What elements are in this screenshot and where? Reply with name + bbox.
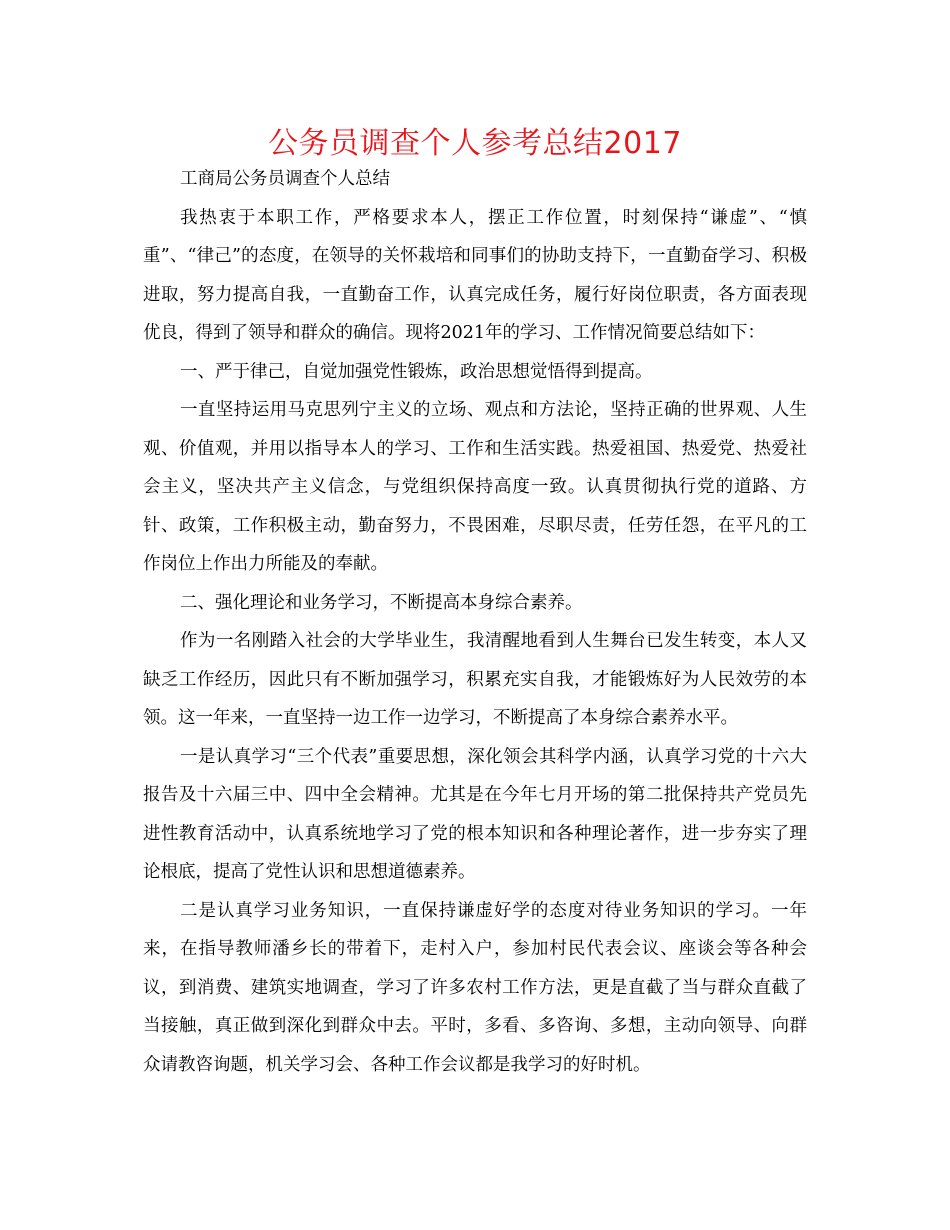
section-heading-1: 一、严于律己，自觉加强党性锻炼，政治思想觉悟得到提高。 xyxy=(180,361,653,382)
document-title: 公务员调查个人参考总结2017 xyxy=(268,126,682,161)
paragraph-subtitle: 工商局公务员调查个人总结 xyxy=(180,169,390,189)
paragraph-intro: 我热衷于本职工作，严格要求本人，摆正工作位置，时刻保持“谦虚”、“慎重”、“律己”的态度，在领导的关怀栽培和同事们的协助支持下，一直勤奋学习、积极进取，努力提高自我，一直勤奋工作，认真完成任务，履行好岗位职责，各方面表现优良，得到了领导和群众的确信。现将2021年的学习、工作情况简要总结如下： xyxy=(143,207,807,343)
paragraph-political: 一直坚持运用马克思列宁主义的立场、观点和方法论，坚持正确的世界观、人生观、价值观，并用以指导本人的学习、工作和生活实践。热爱祖国、热爱党、热爱社会主义，坚决共产主义信念，与党组织保持高度一致。认真贯彻执行党的道路、方针、政策，工作积极主动，勤奋努力，不畏困难，尽职尽责，任劳任怨，在平凡的工作岗位上作出力所能及的奉献。 xyxy=(143,400,807,574)
paragraph-graduate: 作为一名刚踏入社会的大学毕业生，我清醒地看到人生舞台已发生转变，本人又缺乏工作经历，因此只有不断加强学习，积累充实自我，才能锻炼好为人民效劳的本领。这一年来，一直坚持一边工作一边学习，不断提高了本身综合素养水平。 xyxy=(143,631,807,728)
paragraph-theory-study: 一是认真学习“三个代表”重要思想，深化领会其科学内涵，认真学习党的十六大报告及十六届三中、四中全会精神。尤其是在今年七月开场的第二批保持共产党员先进性教育活动中，认真系统地学习了党的根本知识和各种理论著作，进一步夯实了理论根底，提高了党性认识和思想道德素养。 xyxy=(143,746,807,882)
section-heading-2: 二、强化理论和业务学习，不断提高本身综合素养。 xyxy=(180,592,583,613)
document-body xyxy=(143,160,807,1084)
paragraph-business-study: 二是认真学习业务知识，一直保持谦虚好学的态度对待业务知识的学习。一年来，在指导教师潘乡长的带着下，走村入户，参加村民代表会议、座谈会等各种会议，到消费、建筑实地调查，学习了许多农村工作方法，更是直截了当与群众直截了当接触，真正做到深化到群众中去。平时，多看、多咨询、多想，主动向领导、向群众请教咨询题，机关学习会、各种工作会议都是我学习的好时机。 xyxy=(143,900,807,1075)
